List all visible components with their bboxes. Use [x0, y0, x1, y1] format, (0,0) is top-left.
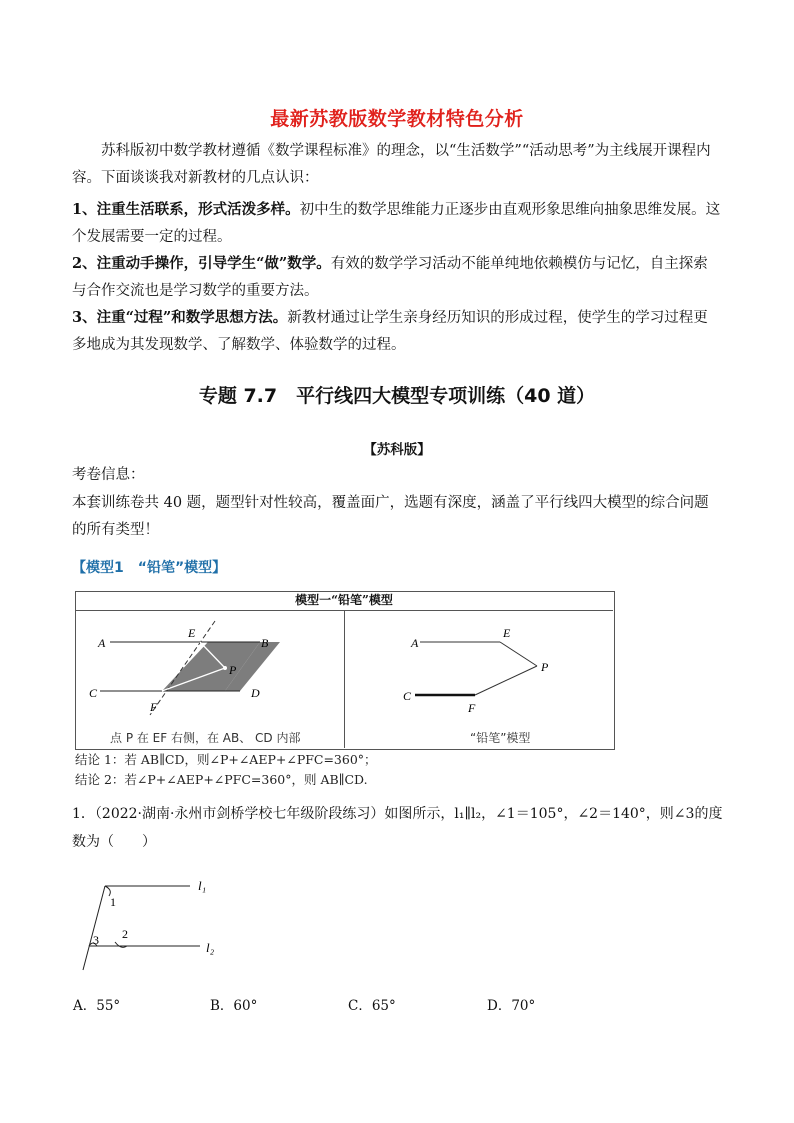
intro-point-3 [72, 304, 722, 359]
label-e: E [188, 626, 196, 640]
label-p: P [229, 663, 237, 677]
model-figure-title: 模型一“铅笔”模型 [75, 591, 613, 611]
question-1-text: 1．（2022·湖南·永州市剑桥学校七年级阶段练习）如图所示，l₁∥l₂，∠1＝105°，∠2＝140°，则∠3的度数为（ ） [72, 806, 723, 850]
label-l1: l₁ [198, 878, 207, 893]
point-1-text: 初中生的数学思维能力正逐步由直观形象思维向抽象思维发展。这个发展需要一定的过程。 [72, 202, 721, 245]
intro-point-1 [72, 196, 722, 251]
point-3-heading: 3、注重“过程”和数学思想方法。 [72, 309, 288, 326]
topic-title: 专题 7.7 平行线四大模型专项训练（40 道） [198, 385, 596, 407]
intro-point-2 [72, 250, 722, 305]
angle-2-arc [115, 942, 127, 947]
point-p-dot [223, 666, 227, 670]
transversal [83, 886, 105, 970]
right-segment-ep [500, 642, 537, 666]
left-caption: 点 P 在 EF 右侧，在 AB、 CD 内部 [110, 731, 301, 745]
model-1-heading: 【模型1 “铅笔”模型】 [72, 560, 227, 576]
option-a[interactable]: A．55° [73, 998, 121, 1014]
info-label: 考卷信息： [72, 467, 145, 483]
label-angle-2: 2 [122, 927, 128, 941]
point-1-heading: 1、注重生活联系，形式活泼多样。 [72, 201, 300, 218]
label-angle-3: 3 [93, 933, 99, 947]
point-2-heading: 2、注重动手操作，引导学生“做”数学。 [72, 255, 331, 272]
point-2-text: 有效的数学学习活动不能单纯地依赖模仿与记忆，自主探索与合作交流也是学习数学的重要方法。 [72, 256, 708, 299]
label-l2: l₂ [206, 940, 215, 955]
label-f: F [150, 700, 158, 714]
conclusion-1: 结论 1：若 AB∥CD，则∠P+∠AEP+∠PFC=360°； [75, 752, 377, 767]
right-segment-pf [475, 666, 537, 695]
label-c: C [89, 686, 98, 700]
right-label-e: E [503, 626, 511, 640]
edition-label: 【苏科版】 [363, 442, 431, 458]
option-b[interactable]: B．60° [210, 998, 258, 1014]
point-3-text: 新教材通过让学生亲身经历知识的形成过程，使学生的学习过程更多地成为其发现数学、了解数学、体验数学的过程。 [72, 310, 708, 353]
info-text: 本套训练卷共 40 题，题型针对性较高，覆盖面广，选题有深度，涵盖了平行线四大模型的综合问题的所有类型！ [72, 495, 709, 538]
question-1-figure [75, 870, 245, 975]
option-c[interactable]: C．65° [348, 998, 396, 1014]
page-title: 最新苏教版数学教材特色分析 [270, 108, 524, 130]
right-caption: “铅笔”模型 [470, 731, 531, 745]
right-label-c: C [403, 689, 412, 703]
conclusion-2: 结论 2：若∠P+∠AEP+∠PFC=360°，则 AB∥CD. [75, 772, 368, 787]
label-d: D [251, 686, 260, 700]
right-label-f: F [468, 701, 476, 715]
option-d[interactable]: D．70° [487, 998, 536, 1014]
intro-paragraph: 苏科版初中数学教材遵循《数学课程标准》的理念，以“生活数学”“活动思考”为主线展开课程内容。下面谈谈我对新教材的几点认识： [72, 143, 711, 186]
right-label-a: A [411, 636, 419, 650]
label-angle-1: 1 [110, 895, 116, 909]
label-a: A [98, 636, 106, 650]
pencil-model-figure [75, 611, 613, 749]
label-b: B [261, 636, 269, 650]
right-label-p: P [541, 660, 549, 674]
